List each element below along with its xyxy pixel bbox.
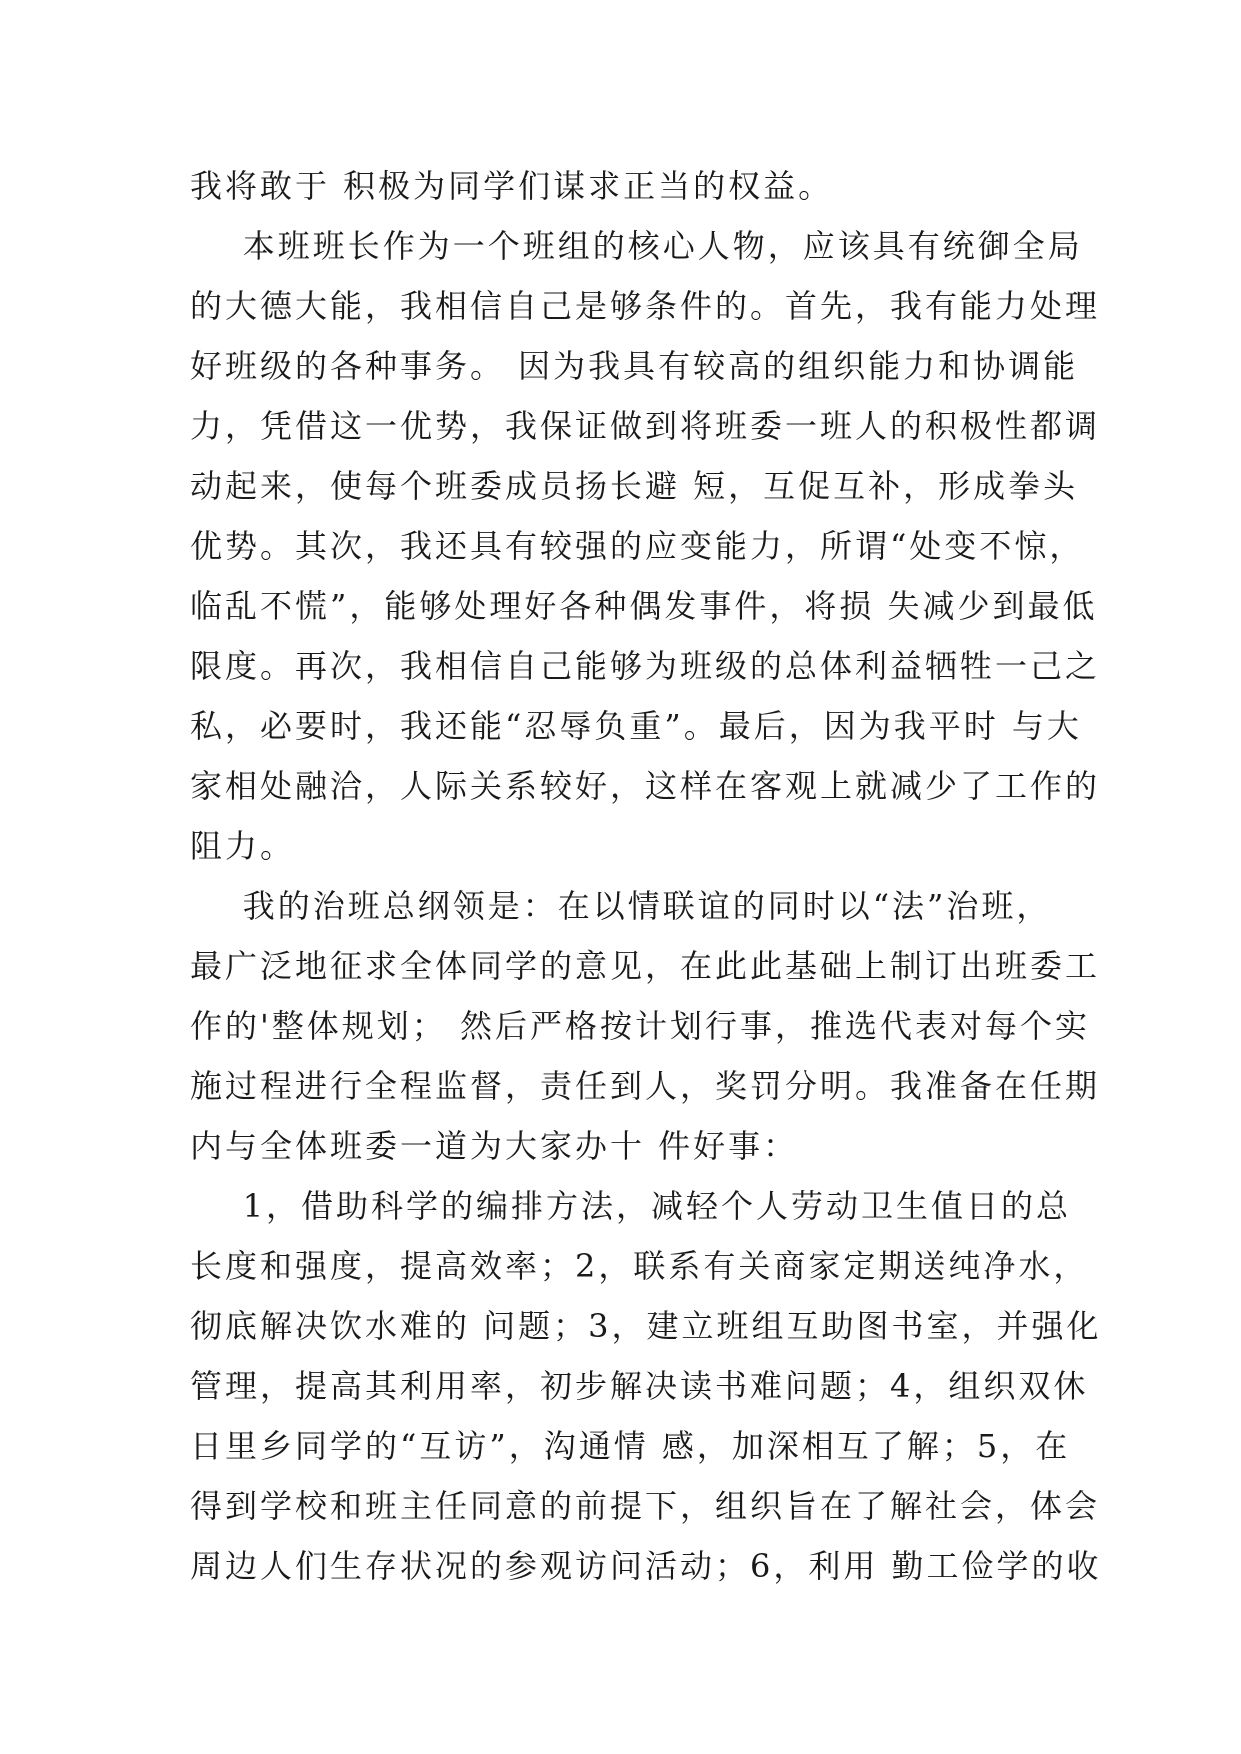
text-line: 得到学校和班主任同意的前提下，组织旨在了解社会，体会	[190, 1487, 1101, 1525]
text-line: 优势。其次，我还具有较强的应变能力，所谓“处变不惊，	[190, 527, 1085, 565]
text-line: 日里乡同学的“互访”，沟通情 感，加深相互了解；5，在	[190, 1427, 1071, 1465]
text-line: 长度和强度，提高效率；2，联系有关商家定期送纯净水，	[190, 1247, 1089, 1285]
text-line: 临乱不慌”，能够处理好各种偶发事件，将损 失减少到最低	[190, 587, 1098, 625]
text-line: 我的治班总纲领是：在以情联谊的同时以“法”治班，	[190, 887, 1052, 925]
text-line: 本班班长作为一个班组的核心人物，应该具有统御全局	[190, 227, 1083, 265]
text-line: 内与全体班委一道为大家办十 件好事：	[190, 1127, 799, 1165]
text-line: 最广泛地征求全体同学的意见，在此此基础上制订出班委工	[190, 947, 1101, 985]
text-line: 管理，提高其利用率，初步解决读书难问题；4，组织双休	[190, 1367, 1089, 1405]
text-line: 私，必要时，我还能“忍辱负重”。最后，因为我平时 与大	[190, 707, 1082, 745]
text-line: 动起来，使每个班委成员扬长避 短，互促互补，形成拳头	[190, 467, 1079, 505]
text-line: 好班级的各种事务。 因为我具有较高的组织能力和协调能	[190, 347, 1079, 385]
text-line: 作的'整体规划； 然后严格按计划行事，推选代表对每个实	[190, 1007, 1090, 1045]
text-line: 施过程进行全程监督，责任到人，奖罚分明。我准备在任期	[190, 1067, 1101, 1105]
text-line: 彻底解决饮水难的 问题；3，建立班组互助图书室，并强化	[190, 1307, 1102, 1345]
text-line: 我将敢于 积极为同学们谋求正当的权益。	[190, 167, 834, 205]
text-line: 限度。再次，我相信自己能够为班级的总体利益牺牲一己之	[190, 647, 1101, 685]
text-line: 力，凭借这一优势，我保证做到将班委一班人的积极性都调	[190, 407, 1101, 445]
text-line: 1，借助科学的编排方法，减轻个人劳动卫生值日的总	[190, 1187, 1072, 1225]
text-line: 家相处融洽，人际关系较好，这样在客观上就减少了工作的	[190, 767, 1101, 805]
text-line: 周边人们生存状况的参观访问活动；6，利用 勤工俭学的收	[190, 1547, 1102, 1585]
text-line: 阻力。	[190, 827, 296, 865]
document-body	[190, 156, 1102, 1596]
text-line: 的大德大能，我相信自己是够条件的。首先，我有能力处理	[190, 287, 1101, 325]
